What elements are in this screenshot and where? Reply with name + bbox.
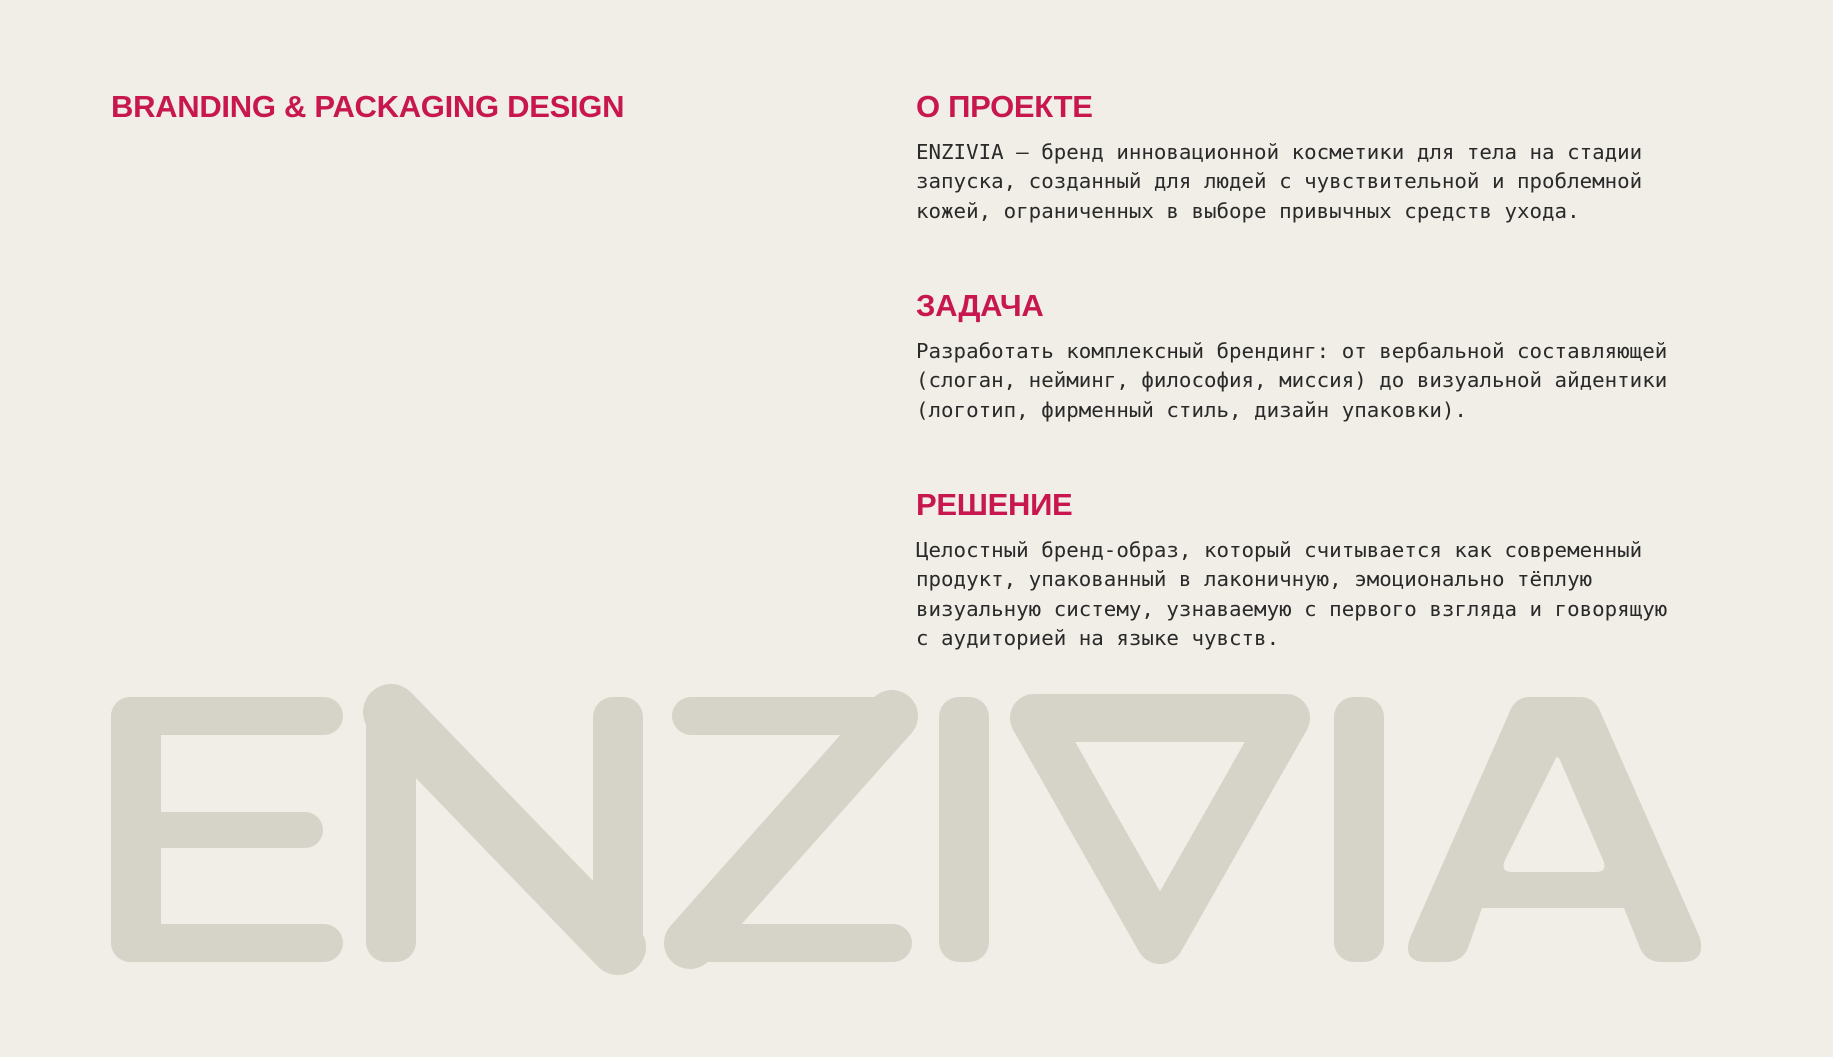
section-task-body: Разработать комплексный брендинг: от вербальной составляющей (слоган, нейминг, философия, миссия) до визуальной айдентики (логотип, фирменный стиль, дизайн упаковки). bbox=[916, 339, 1668, 422]
wordmark-letter-i-second bbox=[1334, 697, 1384, 962]
section-about bbox=[916, 86, 1716, 226]
wordmark-letter-n bbox=[366, 697, 643, 962]
wordmark-letter-v bbox=[1034, 718, 1286, 940]
section-solution bbox=[916, 484, 1716, 653]
section-task-title: ЗАДАЧА bbox=[916, 288, 1044, 323]
wordmark-letter-e bbox=[111, 697, 343, 962]
section-task bbox=[916, 285, 1716, 425]
eyebrow-title: BRANDING & PACKAGING DESIGN bbox=[111, 89, 625, 124]
wordmark-letter-i bbox=[939, 697, 989, 962]
section-about-title: О ПРОЕКТЕ bbox=[916, 89, 1093, 124]
section-solution-body: Целостный бренд-образ, который считывается как современный продукт, упакованный в лаконичную, эмоционально тёплую визуальную систему, узнаваемую с первого взгляда и говорящую с аудиторией на языке чувств. bbox=[916, 538, 1668, 650]
section-about-body: ENZIVIA – бренд инновационной косметики для тела на стадии запуска, созданный для людей с чувствительной и проблемной кожей, ограниченных в выборе привычных средств ухода. bbox=[916, 140, 1643, 223]
section-solution-title: РЕШЕНИЕ bbox=[916, 487, 1073, 522]
wordmark-letter-z bbox=[666, 697, 916, 962]
wordmark-letter-a bbox=[1408, 697, 1701, 962]
